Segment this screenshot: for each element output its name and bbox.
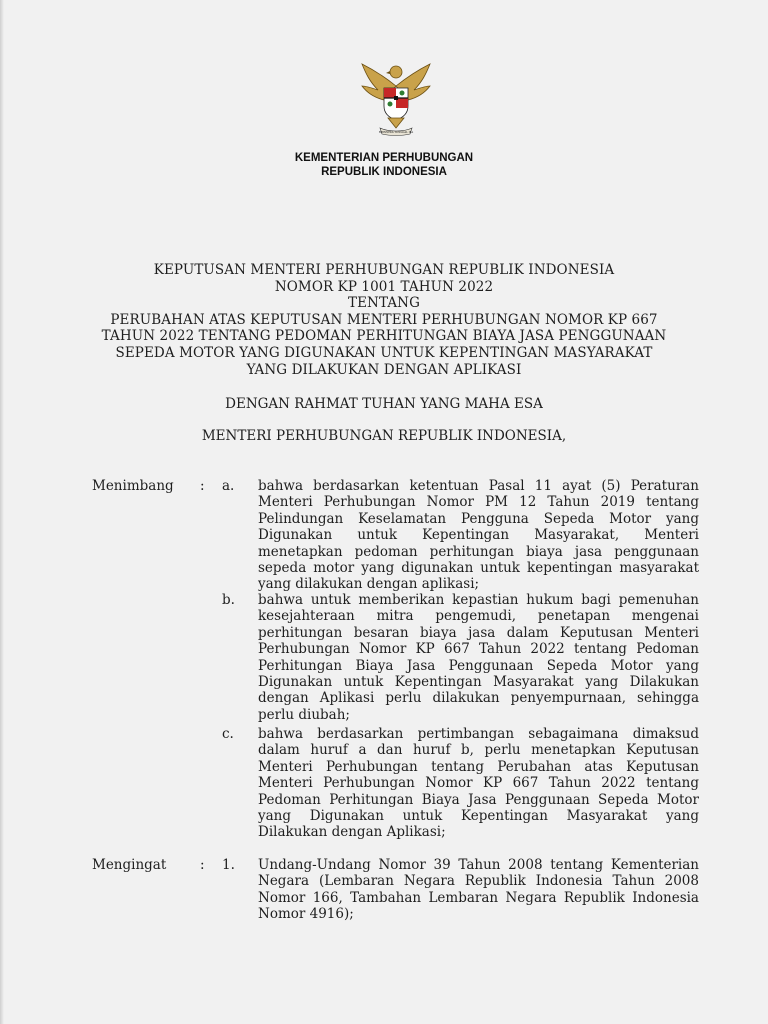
emblem-motto: BHINNEKA TUNGGAL IKA [378, 131, 414, 134]
garuda-emblem-icon [356, 56, 436, 136]
mengingat-colon: : [200, 857, 205, 873]
item-marker: 1. [222, 857, 235, 873]
mengingat-label: Mengingat [92, 857, 167, 873]
invocation: DENGAN RAHMAT TUHAN YANG MAHA ESA [225, 396, 543, 412]
authority-line: MENTERI PERHUBUNGAN REPUBLIK INDONESIA, [201, 428, 567, 444]
menimbang-item-c: bahwa berdasarkan pertimbangan sebagaimana dimaksud dalam huruf a dan huruf b, perlu menetapkan Keputusan Menteri Perhubungan tentang Perubahan atas Keputusan Menteri Perhubungan Nomor KP 667 Tahun 2022 tentang Pedoman Perhitungan Biaya Jasa Penggunaan Sepeda Motor yang Digunakan untuk Kepentingan Masyarakat yang Dilakukan dengan Aplikasi; [258, 726, 699, 841]
org-name-line1: KEMENTERIAN PERHUBUNGAN [294, 152, 474, 164]
title-subject-line: YANG DILAKUKAN DENGAN APLIKASI [246, 361, 522, 378]
menimbang-item-a: bahwa berdasarkan ketentuan Pasal 11 ayat (5) Peraturan Menteri Perhubungan Nomor PM 12 Tahun 2019 tentang Pelindungan Keselamatan Pengguna Sepeda Motor yang Digunakan untuk Kepentingan Masyarakat, Menteri menetapkan pedoman perhitungan biaya jasa penggunaan sepeda motor yang digunakan untuk kepentingan masyarakat yang dilakukan dengan aplikasi; [258, 478, 699, 593]
item-marker: a. [222, 478, 235, 494]
title-subject-line: PERUBAHAN ATAS KEPUTUSAN MENTERI PERHUBUNGAN NOMOR KP 667 [110, 311, 658, 328]
title-subject-line: TAHUN 2022 TENTANG PEDOMAN PERHITUNGAN BIAYA JASA PENGGUNAAN [101, 328, 667, 345]
title-subject-line: SEPEDA MOTOR YANG DIGUNAKAN UNTUK KEPENTINGAN MASYARAKAT [115, 344, 653, 361]
menimbang-item-b: bahwa untuk memberikan kepastian hukum bagi pemenuhan kesejahteraan mitra pengemudi, penetapan mengenai perhitungan besaran biaya jasa dalam Keputusan Menteri Perhubungan Nomor KP 667 Tahun 2022 tentang Pedoman Perhitungan Biaya Jasa Penggunaan Sepeda Motor yang Digunakan untuk Kepentingan Masyarakat yang Dilakukan dengan Aplikasi perlu dilakukan penyempurnaan, sehingga perlu diubah; [258, 592, 699, 723]
mengingat-item-1: Undang-Undang Nomor 39 Tahun 2008 tentang Kementerian Negara (Lembaran Negara Republik Indonesia Tahun 2008 Nomor 166, Tambahan Lembaran Negara Republik Indonesia Nomor 4916); [258, 857, 699, 923]
title-tentang: TENTANG [348, 295, 420, 312]
menimbang-colon: : [200, 478, 205, 494]
org-name-line2: REPUBLIK INDONESIA [321, 166, 447, 178]
item-marker: c. [222, 726, 234, 742]
decree-title [60, 262, 708, 378]
title-number: NOMOR KP 1001 TAHUN 2022 [274, 278, 494, 295]
menimbang-label: Menimbang [92, 478, 174, 494]
item-marker: b. [222, 592, 235, 608]
title-line: KEPUTUSAN MENTERI PERHUBUNGAN REPUBLIK INDONESIA [153, 262, 615, 278]
